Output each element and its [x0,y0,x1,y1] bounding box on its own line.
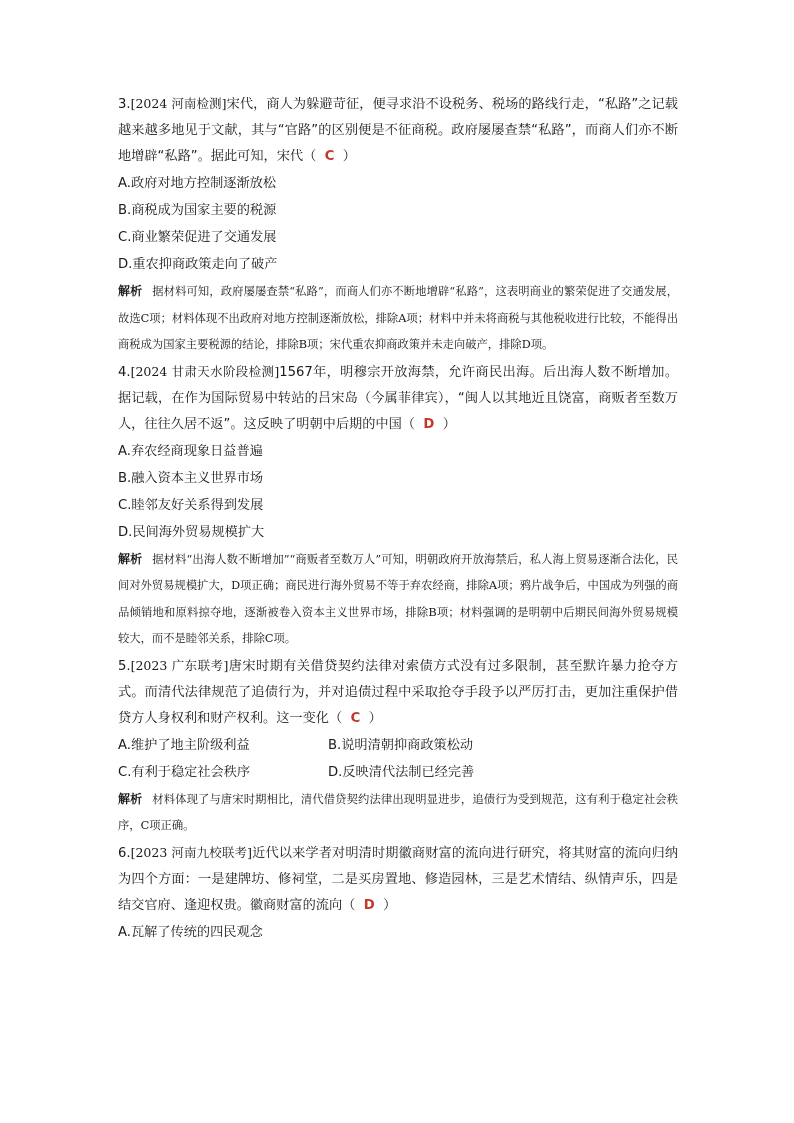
option-c: C.商业繁荣促进了交通发展 [118,230,277,245]
explanation-text: 材料体现了与唐宋时期相比，清代借贷契约法律出现明显进步，追债行为受到规范，这有利于稳定社会秩序，C项正确。 [118,792,678,832]
answer-letter: D [423,416,435,432]
option-a: A.维护了地主阶级利益 [118,737,250,753]
question-5 [118,653,678,840]
question-3 [118,91,678,359]
stem-text: 近代以来学者对明清时期徽商财富的流向进行研究，将其财富的流向归纳为四个方面：一是建牌坊、修祠堂，二是买房置地、修造园林，三是艺术情结、纵情声乐，四是结交官府、逢迎权贵。徽商财富的流向（ [118,845,678,913]
option-c: C.有利于稳定社会秩序 [118,764,251,780]
explanation-text: 据材料可知，政府屡屡查禁“私路”，而商人们亦不断地增辟“私路”，这表明商业的繁荣促进了交通发展，故选C项；材料体现不出政府对地方控制逐渐放松，排除A项；材料中并未将商税与其他税收进行比较，不能得出商税成为国家主要税源的结论，排除B项；宋代重农抑商政策并未走向破产，排除D项。 [118,285,678,351]
stem-text: 唐宋时期有关借贷契约法律对索债方式没有过多限制，甚至默许暴力抢夺方式。而清代法律规范了追债行为，并对追债过程中采取抢夺手段予以严厉打击，更加注重保护借贷方人身权利和财产权利。这一变化（ [118,658,678,726]
question-source: [2023 河南九校联考] [130,844,253,860]
option-b: B.商税成为国家主要的税源 [118,203,277,218]
question-number: 6. [118,845,131,861]
stem-text: 宋代，商人为躲避苛征，便寻求沿不设税务、税场的路线行走，“私路”之记载越来越多地见于文献，其与“官路”的区别便是不征商税。政府屡屡查禁“私路”，而商人们亦不断地增辟“私路”。据此可知，宋代（ [118,97,678,164]
option-b: B.说明清朝抑商政策松动 [328,737,474,753]
stem-text: 1567年，明穆宗开放海禁，允许商民出海。后出海人数不断增加。据记载，在作为国际贸易中转站的吕宋岛（今属菲律宾），“闽人以其地近且饶富，商贩者至数万人，往往久居不返”。这反映了明朝中后期的中国（ [118,364,679,432]
question-4 [118,359,678,653]
option-row [118,732,678,759]
answer-letter: D [363,897,375,913]
option-c: C.睦邻友好关系得到发展 [118,497,264,513]
question-stem [118,359,678,438]
option-a: A.瓦解了传统的四民观念 [118,924,263,940]
question-stem [118,653,678,732]
option-row [118,759,678,786]
answer-letter: C [324,149,335,164]
explanation-label: 解析 [118,551,143,566]
question-source: [2024 河南检测] [130,96,227,111]
explanation [118,786,678,840]
stem-close: ） [368,710,382,726]
answer-letter: C [350,710,361,726]
explanation-label: 解析 [118,791,143,806]
option-d: D.反映清代法制已经完善 [328,764,475,780]
question-number: 4. [118,364,131,380]
option-d: D.民间海外贸易规模扩大 [118,524,265,540]
explanation [118,278,678,359]
question-stem [118,840,678,919]
explanation-text: 据材料“出海人数不断增加”“商贩者至数万人”可知，明朝政府开放海禁后，私人海上贸易逐渐合法化，民间对外贸易规模扩大，D项正确；商民进行海外贸易不等于弃农经商，排除A项；鸦片战争后，中国成为列强的商品倾销地和原料掠夺地，逐渐被卷入资本主义世界市场，排除B项；材料强调的是明朝中后期民间海外贸易规模较大，而不是睦邻关系，排除C项。 [118,552,678,645]
option-b: B.融入资本主义世界市场 [118,470,264,486]
question-stem [118,91,678,170]
option-d: D.重农抑商政策走向了破产 [118,257,278,272]
question-number: 3. [118,97,131,112]
question-6 [118,840,678,946]
stem-close: ） [383,897,397,913]
stem-close: ） [342,149,356,164]
option-a: A.弃农经商现象日益普遍 [118,443,263,459]
explanation [118,546,678,653]
stem-close: ） [442,416,456,432]
question-source: [2023 广东联考] [130,657,229,673]
exam-page [118,91,678,946]
question-number: 5. [118,658,131,674]
explanation-label: 解析 [118,284,143,298]
option-a: A.政府对地方控制逐渐放松 [118,176,277,191]
question-source: [2024 甘肃天水阶段检测] [130,363,280,379]
